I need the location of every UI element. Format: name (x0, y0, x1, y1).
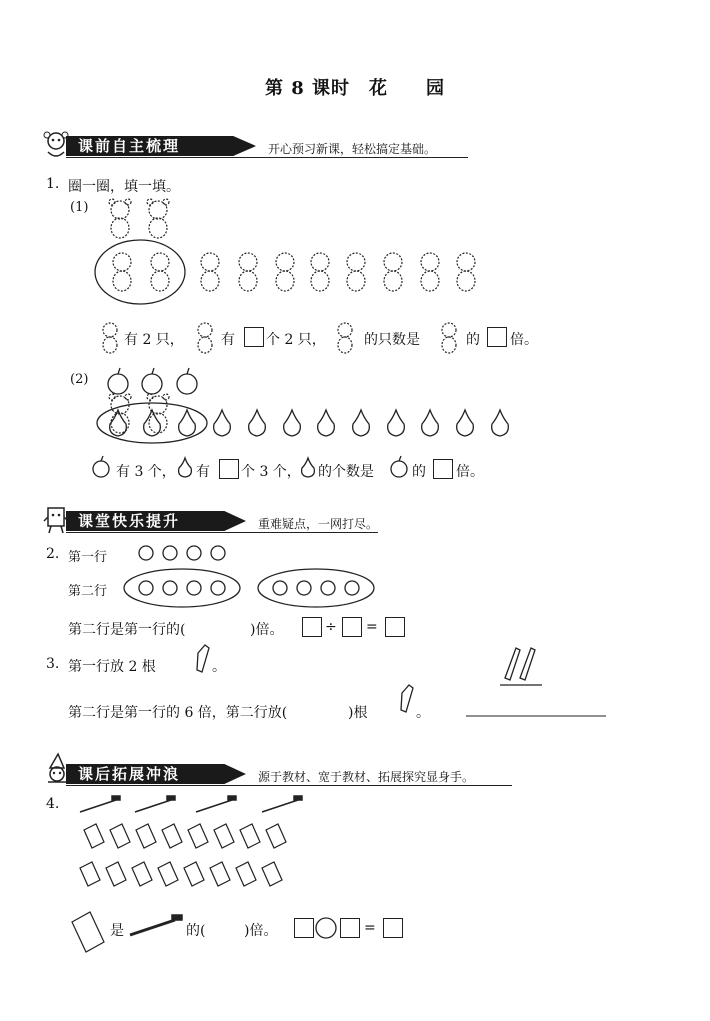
q3-number: 3. (46, 656, 60, 672)
answer-box[interactable] (383, 918, 403, 938)
q1-p1-text-1: 有 2 只， (124, 332, 184, 348)
q1-p1-text-5: 的 (466, 332, 480, 348)
q1-p1-text-3: 个 2 只， (266, 332, 326, 348)
q4-text-a: 是 (110, 923, 124, 939)
q4-text-b: 的( (186, 923, 206, 939)
q1-number: 1. (46, 176, 60, 192)
operator-circle (316, 918, 336, 938)
q3-line1-end: 。 (212, 659, 226, 675)
q2-row1-label: 第一行 (68, 550, 108, 565)
section-label: 课堂快乐提升 (78, 512, 181, 530)
toothbrush-icon (80, 796, 302, 935)
section-tagline: 开心预习新课，轻松搞定基础。 (268, 142, 437, 156)
q2-sentence-a: 第二行是第一行的( (68, 622, 186, 638)
q2-sentence-b: )倍。 (250, 622, 284, 638)
q4-text-c: )倍。 (244, 923, 278, 939)
q4-number: 4. (46, 796, 60, 812)
section-tagline: 重难疑点，一网打尽。 (258, 517, 379, 531)
q3-line2-a: 第二行是第一行的 6 倍，第二行放( (68, 705, 288, 721)
q1-part2-label: (2) (70, 372, 89, 387)
q1-prompt: 圈一圈，填一填。 (68, 179, 180, 195)
q4-op-eq: = (364, 920, 376, 936)
section-label: 课前自主梳理 (78, 137, 181, 155)
q1-p1-text-4: 的只数是 (364, 332, 420, 348)
q1-p1-text-2: 有 (221, 332, 235, 348)
answer-box[interactable] (340, 918, 360, 938)
q1-part1-label: (1) (70, 200, 89, 215)
q1-p2-text-3: 个 3 个， (241, 464, 301, 480)
q2-row2-label: 第二行 (68, 584, 108, 599)
section-label: 课后拓展冲浪 (78, 765, 181, 783)
q2-op-eq: = (366, 619, 378, 635)
q1-p2-text-2: 有 (196, 464, 210, 480)
q2-number: 2. (46, 546, 60, 562)
q3-line2-b: )根 (348, 705, 368, 721)
page-title: 第 8 课时 花 园 (264, 78, 446, 99)
q1-p2-text-1: 有 3 个， (116, 464, 176, 480)
q1-p1-text-6: 倍。 (510, 332, 538, 348)
q2-op-div: ÷ (325, 619, 337, 635)
q1-p2-text-6: 倍。 (456, 464, 484, 480)
answer-box[interactable] (294, 918, 314, 938)
section-tagline: 源于教材、宽于教材、拓展探究显身手。 (258, 770, 475, 784)
q3-line1: 第一行放 2 根 (68, 659, 156, 675)
q1-p2-text-4: 的个数是 (318, 464, 374, 480)
q3-line2-end: 。 (416, 705, 430, 721)
q1-p2-text-5: 的 (412, 464, 426, 480)
